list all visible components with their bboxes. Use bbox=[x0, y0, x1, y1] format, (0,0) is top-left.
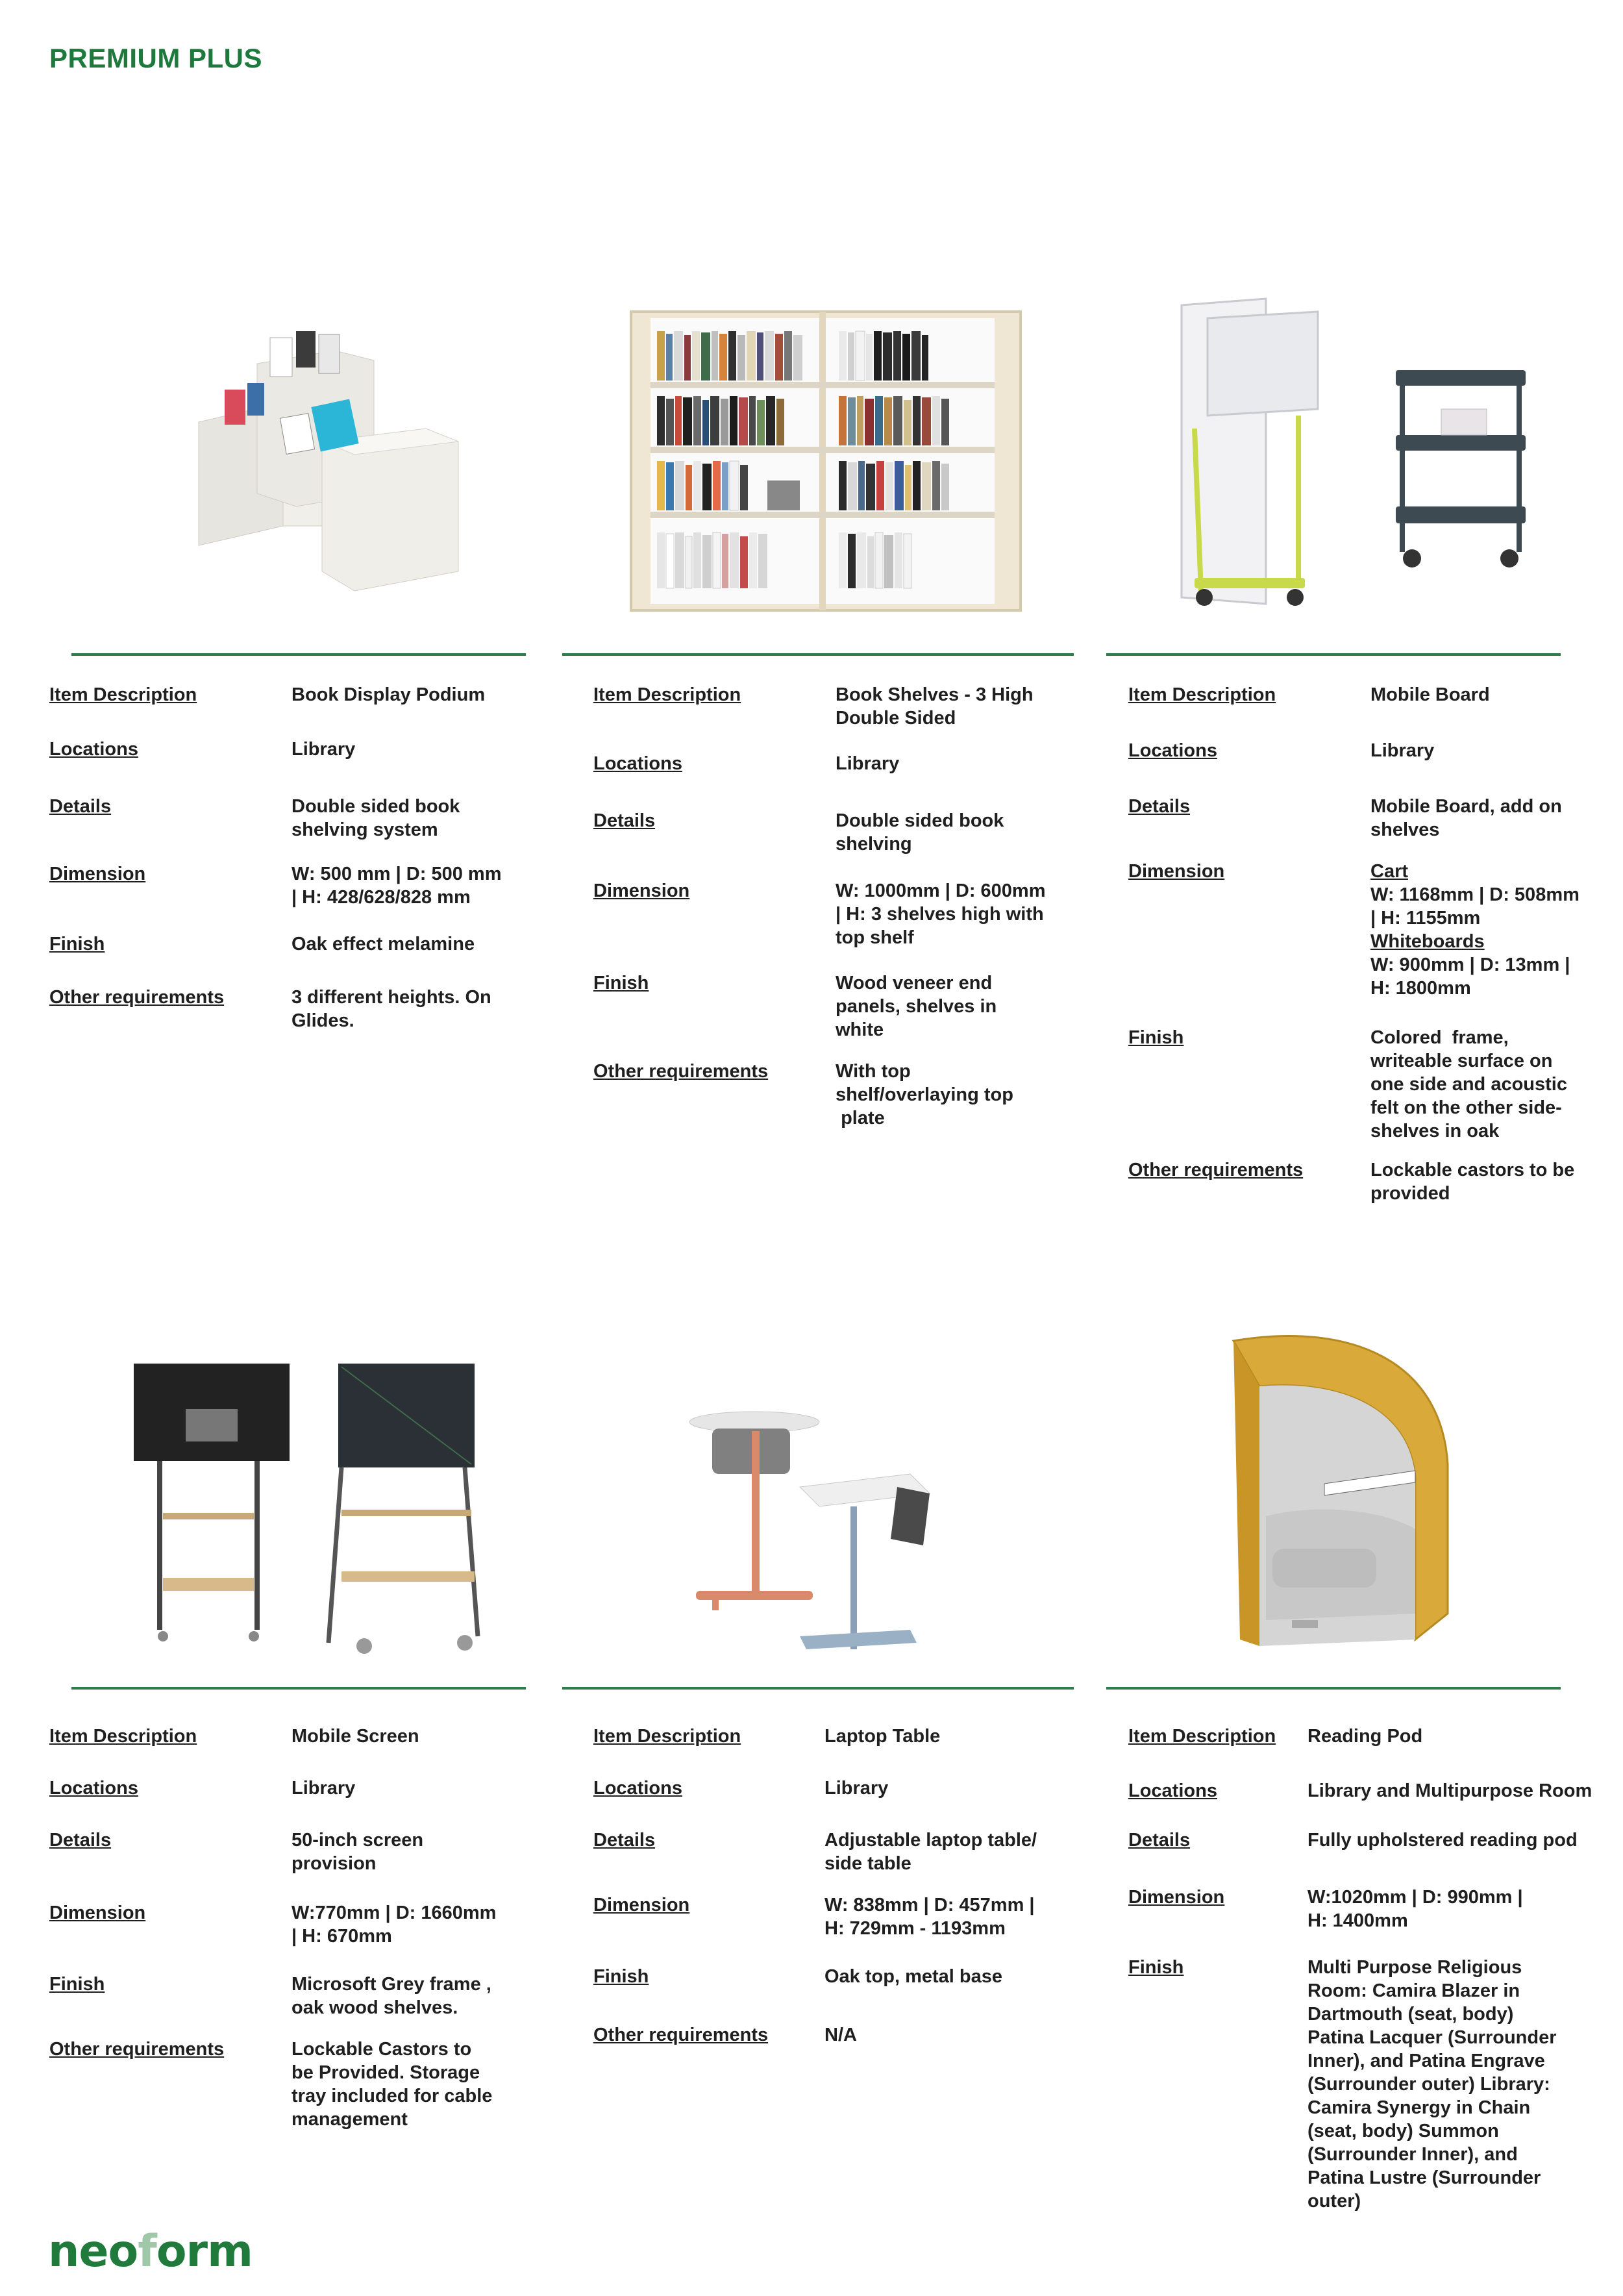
label-finish: Finish bbox=[49, 934, 105, 955]
value-locations: Library bbox=[836, 753, 900, 774]
value-other-requirements: With top shelf/overlaying top plate bbox=[836, 1061, 1013, 1129]
section-divider bbox=[562, 1687, 1074, 1690]
value-dimension: W: 838mm | D: 457mm | H: 729mm - 1193mm bbox=[824, 1895, 1035, 1939]
logo-mark: f bbox=[138, 2226, 156, 2277]
label-locations: Locations bbox=[1128, 1780, 1217, 1801]
value-finish: Microsoft Grey frame , oak wood shelves. bbox=[291, 1974, 491, 2018]
label-other-requirements: Other requirements bbox=[1128, 1160, 1304, 1180]
value-other-requirements: 3 different heights. On Glides. bbox=[291, 987, 491, 1031]
label-item-description: Item Description bbox=[1128, 1726, 1276, 1747]
value-finish: Wood veneer end panels, shelves in white bbox=[836, 973, 997, 1040]
label-dimension: Dimension bbox=[593, 1895, 690, 1915]
label-item-description: Item Description bbox=[1128, 684, 1276, 705]
reading-pod-image bbox=[1208, 1331, 1480, 1662]
label-locations: Locations bbox=[593, 1778, 682, 1799]
value-details: Double sided book shelving bbox=[836, 810, 1004, 855]
value-finish: Oak top, metal base bbox=[824, 1966, 1002, 1987]
label-details: Details bbox=[593, 810, 656, 831]
dimension-whiteboards-heading: Whiteboards bbox=[1370, 931, 1485, 952]
label-other-requirements: Other requirements bbox=[49, 987, 225, 1008]
value-details: Double sided book shelving system bbox=[291, 796, 460, 840]
label-finish: Finish bbox=[1128, 1957, 1184, 1978]
value-locations: Library bbox=[1370, 740, 1435, 761]
value-dimension: W:1020mm | D: 990mm | H: 1400mm bbox=[1307, 1887, 1523, 1931]
value-dimension: W: 500 mm | D: 500 mm | H: 428/628/828 mm bbox=[291, 864, 502, 908]
label-details: Details bbox=[49, 796, 112, 817]
label-item-description: Item Description bbox=[593, 684, 741, 705]
section-divider bbox=[1106, 1687, 1561, 1690]
value-finish: Oak effect melamine bbox=[291, 934, 475, 955]
value-dimension: W: 1000mm | D: 600mm | H: 3 shelves high with top shelf bbox=[836, 880, 1046, 948]
logo-text-end: orm bbox=[156, 2226, 253, 2277]
section-divider bbox=[71, 1687, 526, 1690]
value-item-description: Laptop Table bbox=[824, 1726, 941, 1747]
value-locations: Library bbox=[291, 739, 356, 760]
dimension-cart-heading: Cart bbox=[1370, 861, 1409, 882]
value-details: 50-inch screen provision bbox=[291, 1830, 424, 1874]
value-item-description: Book Display Podium bbox=[291, 684, 486, 705]
label-other-requirements: Other requirements bbox=[49, 2039, 225, 2060]
label-other-requirements: Other requirements bbox=[593, 1061, 769, 1082]
value-details: Mobile Board, add on shelves bbox=[1370, 796, 1562, 840]
label-locations: Locations bbox=[49, 739, 138, 760]
label-item-description: Item Description bbox=[49, 684, 197, 705]
value-item-description: Mobile Screen bbox=[291, 1726, 419, 1747]
label-finish: Finish bbox=[593, 973, 649, 993]
value-other-requirements: Lockable Castors to be Provided. Storage tray included for cable management bbox=[291, 2039, 493, 2130]
value-finish: Multi Purpose Religious Room: Camira Blazer in Dartmouth (seat, body) Patina Lacquer (Surrounder Inner), and Patina Engrave (Surrounder outer) Library: Camira Synergy in Chain (seat, body) Summon (Surrounder Inner), and Patina Lustre (Surrounder outer) bbox=[1307, 1957, 1557, 2212]
laptop-table-image bbox=[676, 1403, 949, 1662]
value-locations: Library bbox=[824, 1778, 889, 1799]
label-other-requirements: Other requirements bbox=[593, 2025, 769, 2045]
value-item-description: Book Shelves - 3 High Double Sided bbox=[836, 684, 1034, 729]
mobile-screen-image bbox=[114, 1351, 517, 1662]
dimension-whiteboards: W: 900mm | D: 13mm | H: 1800mm bbox=[1370, 955, 1570, 999]
neoform-logo bbox=[48, 2226, 253, 2277]
label-locations: Locations bbox=[593, 753, 682, 774]
book-shelves-image bbox=[618, 299, 1034, 623]
page-title: PREMIUM PLUS bbox=[49, 43, 263, 73]
value-item-description: Reading Pod bbox=[1307, 1726, 1423, 1747]
dimension-cart: W: 1168mm | D: 508mm | H: 1155mm bbox=[1370, 884, 1580, 929]
label-details: Details bbox=[49, 1830, 112, 1851]
mobile-board-image bbox=[1156, 286, 1545, 623]
value-locations: Library and Multipurpose Room bbox=[1307, 1780, 1592, 1801]
label-details: Details bbox=[593, 1830, 656, 1851]
value-dimension: W:770mm | D: 1660mm | H: 670mm bbox=[291, 1903, 497, 1947]
label-dimension: Dimension bbox=[593, 880, 690, 901]
value-other-requirements: Lockable castors to be provided bbox=[1370, 1160, 1575, 1204]
label-dimension: Dimension bbox=[49, 1903, 146, 1923]
label-finish: Finish bbox=[1128, 1027, 1184, 1048]
book-display-podium-image bbox=[147, 325, 510, 623]
section-divider bbox=[562, 653, 1074, 656]
value-finish: Colored frame, writeable surface on one side and acoustic felt on the other side- shelves in oak bbox=[1370, 1027, 1567, 1142]
value-dimension bbox=[1370, 860, 1580, 1000]
label-dimension: Dimension bbox=[1128, 1887, 1225, 1908]
value-locations: Library bbox=[291, 1778, 356, 1799]
value-details: Adjustable laptop table/ side table bbox=[824, 1830, 1037, 1874]
label-item-description: Item Description bbox=[49, 1726, 197, 1747]
section-divider bbox=[1106, 653, 1561, 656]
label-dimension: Dimension bbox=[49, 864, 146, 884]
label-locations: Locations bbox=[49, 1778, 138, 1799]
value-other-requirements: N/A bbox=[824, 2025, 857, 2045]
label-details: Details bbox=[1128, 1830, 1191, 1851]
label-finish: Finish bbox=[49, 1974, 105, 1995]
section-divider bbox=[71, 653, 526, 656]
value-item-description: Mobile Board bbox=[1370, 684, 1490, 705]
logo-text-start: neo bbox=[48, 2226, 138, 2277]
value-details: Fully upholstered reading pod bbox=[1307, 1830, 1578, 1851]
label-item-description: Item Description bbox=[593, 1726, 741, 1747]
label-details: Details bbox=[1128, 796, 1191, 817]
label-locations: Locations bbox=[1128, 740, 1217, 761]
label-dimension: Dimension bbox=[1128, 861, 1225, 882]
label-finish: Finish bbox=[593, 1966, 649, 1987]
